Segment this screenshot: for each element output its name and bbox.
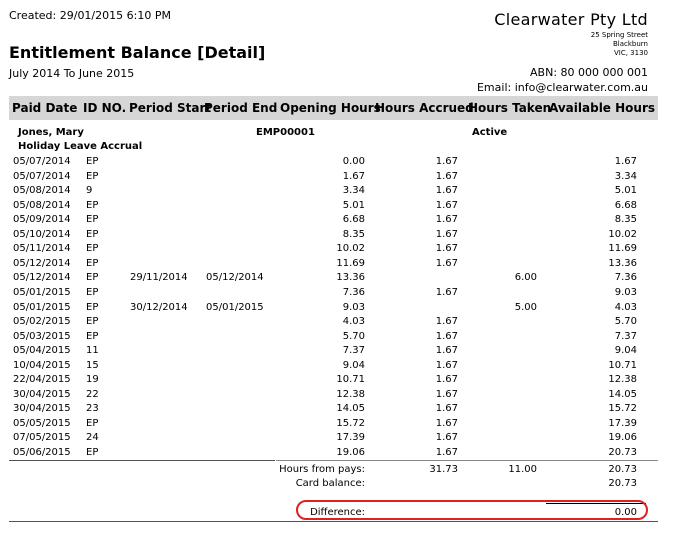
table-row: [0, 287, 675, 301]
table-row: [0, 316, 675, 330]
cell-id-no: 23: [86, 403, 99, 415]
cell-opening-hours: 15.72: [336, 417, 365, 429]
cell-available-hours: 7.36: [614, 272, 637, 284]
cell-paid-date: 05/01/2015: [13, 301, 71, 313]
cell-id-no: 11: [86, 345, 99, 357]
report-title: Entitlement Balance [Detail]: [9, 43, 266, 62]
cell-opening-hours: 7.37: [342, 345, 365, 357]
cell-opening-hours: 9.03: [342, 301, 365, 313]
cell-available-hours: 13.36: [608, 257, 637, 269]
cell-paid-date: 05/10/2014: [13, 228, 71, 240]
totals-difference-row: [0, 507, 675, 521]
cell-available-hours: 8.35: [614, 214, 637, 226]
address-line-1: 25 Spring Street: [590, 31, 648, 39]
cell-available-hours: 17.39: [608, 417, 637, 429]
table-row: [0, 200, 675, 214]
cell-id-no: EP: [86, 228, 99, 240]
cell-paid-date: 05/12/2014: [13, 272, 71, 284]
cell-opening-hours: 12.38: [336, 388, 365, 400]
col-available-hours: Available Hours: [549, 101, 656, 115]
cell-opening-hours: 17.39: [336, 432, 365, 444]
cell-paid-date: 05/06/2015: [13, 447, 71, 458]
cell-opening-hours: 9.04: [342, 359, 365, 371]
cell-id-no: EP: [86, 330, 99, 342]
pays-label: Hours from pays:: [279, 464, 365, 475]
cell-id-no: 9: [86, 185, 93, 197]
cell-period-end: 05/01/2015: [206, 301, 264, 313]
cell-opening-hours: 6.68: [342, 214, 365, 226]
cell-paid-date: 05/08/2014: [13, 199, 71, 211]
col-id-no: ID NO.: [83, 101, 127, 115]
cell-hours-accrued: 1.67: [435, 388, 458, 400]
cell-id-no: EP: [86, 257, 99, 269]
cell-paid-date: 22/04/2015: [13, 374, 71, 386]
table-row: [0, 185, 675, 199]
cell-id-no: EP: [86, 243, 99, 255]
bottom-rule: [9, 521, 658, 522]
cell-id-no: EP: [86, 301, 99, 313]
card-label: Card balance:: [295, 478, 365, 489]
cell-paid-date: 05/07/2014: [13, 156, 71, 167]
table-row: [0, 389, 675, 403]
cell-id-no: EP: [86, 447, 99, 458]
cell-paid-date: 07/05/2015: [13, 432, 71, 444]
cell-id-no: EP: [86, 214, 99, 226]
cell-hours-accrued: 1.67: [435, 228, 458, 240]
cell-opening-hours: 19.06: [336, 447, 365, 458]
cell-opening-hours: 1.67: [342, 170, 365, 182]
cell-available-hours: 9.03: [614, 286, 637, 298]
table-row: [0, 243, 675, 257]
cell-available-hours: 12.38: [608, 374, 637, 386]
cell-paid-date: 05/04/2015: [13, 345, 71, 357]
cell-paid-date: 05/11/2014: [13, 243, 71, 255]
table-row: [0, 229, 675, 243]
table-row: [0, 156, 675, 170]
cell-hours-accrued: 1.67: [435, 345, 458, 357]
difference-label: Difference:: [310, 507, 365, 518]
col-hours-taken: Hours Taken: [468, 101, 552, 115]
cell-hours-accrued: 1.67: [435, 417, 458, 429]
cell-paid-date: 05/12/2014: [13, 257, 71, 269]
table-header: [9, 96, 658, 120]
cell-opening-hours: 10.71: [336, 374, 365, 386]
cell-hours-accrued: 1.67: [435, 447, 458, 458]
cell-hours-accrued: 1.67: [435, 359, 458, 371]
cell-available-hours: 11.69: [608, 243, 637, 255]
cell-opening-hours: 7.36: [342, 286, 365, 298]
pays-available: 20.73: [608, 464, 637, 475]
cell-paid-date: 05/09/2014: [13, 214, 71, 226]
cell-opening-hours: 14.05: [336, 403, 365, 415]
cell-hours-accrued: 1.67: [435, 316, 458, 328]
table-row: [0, 345, 675, 359]
cell-paid-date: 05/07/2014: [13, 170, 71, 182]
cell-hours-accrued: 1.67: [435, 199, 458, 211]
cell-opening-hours: 13.36: [336, 272, 365, 284]
cell-available-hours: 7.37: [614, 330, 637, 342]
cell-hours-accrued: 1.67: [435, 257, 458, 269]
difference-value: 0.00: [614, 507, 637, 518]
pays-accrued: 31.73: [429, 464, 458, 475]
cell-hours-accrued: 1.67: [435, 214, 458, 226]
company-email: Email: info@clearwater.com.au: [476, 81, 648, 94]
cell-period-start: 29/11/2014: [130, 272, 188, 284]
cell-hours-taken: 5.00: [514, 301, 537, 313]
table-row: [0, 418, 675, 432]
cell-available-hours: 15.72: [608, 403, 637, 415]
cell-opening-hours: 5.70: [342, 330, 365, 342]
cell-hours-taken: 6.00: [514, 272, 537, 284]
cell-id-no: EP: [86, 316, 99, 328]
table-row: [0, 360, 675, 374]
cell-period-end: 05/12/2014: [206, 272, 264, 284]
leave-type: Holiday Leave Accrual: [18, 141, 143, 152]
cell-hours-accrued: 1.67: [435, 286, 458, 298]
cell-hours-accrued: 1.67: [435, 432, 458, 444]
company-address: [591, 31, 648, 58]
cell-id-no: 24: [86, 432, 99, 444]
cell-hours-accrued: 1.67: [435, 403, 458, 415]
cell-opening-hours: 11.69: [336, 257, 365, 269]
cell-hours-accrued: 1.67: [435, 185, 458, 197]
company-name: Clearwater Pty Ltd: [494, 10, 648, 29]
cell-available-hours: 3.34: [614, 170, 637, 182]
col-hours-accrued: Hours Accrued: [375, 101, 474, 115]
cell-hours-accrued: 1.67: [435, 170, 458, 182]
col-period-start: Period Start: [129, 101, 212, 115]
pays-taken: 11.00: [508, 464, 537, 475]
table-row: [0, 331, 675, 345]
table-row: [0, 302, 675, 316]
cell-available-hours: 20.73: [608, 447, 637, 458]
divider-line-left: [9, 460, 275, 461]
cell-available-hours: 1.67: [614, 156, 637, 167]
cell-period-start: 30/12/2014: [130, 301, 188, 313]
cell-id-no: 15: [86, 359, 99, 371]
cell-id-no: 19: [86, 374, 99, 386]
cell-available-hours: 5.01: [614, 185, 637, 197]
cell-hours-accrued: 1.67: [435, 243, 458, 255]
cell-paid-date: 05/05/2015: [13, 417, 71, 429]
table-row: [0, 272, 675, 286]
cell-opening-hours: 10.02: [336, 243, 365, 255]
cell-opening-hours: 4.03: [342, 316, 365, 328]
cell-paid-date: 05/02/2015: [13, 316, 71, 328]
table-row: [0, 403, 675, 417]
cell-id-no: EP: [86, 156, 99, 167]
employee-name: Jones, Mary: [18, 127, 84, 138]
table-row: [0, 447, 675, 461]
totals-pays-row: [0, 464, 675, 478]
cell-available-hours: 19.06: [608, 432, 637, 444]
cell-paid-date: 05/08/2014: [13, 185, 71, 197]
cell-hours-accrued: 1.67: [435, 330, 458, 342]
cell-available-hours: 14.05: [608, 388, 637, 400]
cell-id-no: EP: [86, 170, 99, 182]
cell-id-no: 22: [86, 388, 99, 400]
table-row: [0, 214, 675, 228]
cell-opening-hours: 8.35: [342, 228, 365, 240]
col-paid-date: Paid Date: [12, 101, 78, 115]
report-period: July 2014 To June 2015: [9, 67, 135, 80]
cell-available-hours: 10.02: [608, 228, 637, 240]
card-available: 20.73: [608, 478, 637, 489]
table-row: [0, 374, 675, 388]
company-abn: ABN: 80 000 000 001: [530, 66, 648, 79]
cell-hours-accrued: 1.67: [435, 156, 458, 167]
address-line-3: VIC, 3130: [613, 49, 648, 57]
cell-paid-date: 30/04/2015: [13, 403, 71, 415]
employee-status: Active: [472, 127, 508, 138]
cell-paid-date: 10/04/2015: [13, 359, 71, 371]
cell-available-hours: 5.70: [614, 316, 637, 328]
table-row: [0, 432, 675, 446]
cell-id-no: EP: [86, 286, 99, 298]
cell-id-no: EP: [86, 199, 99, 211]
cell-opening-hours: 5.01: [342, 199, 365, 211]
cell-available-hours: 4.03: [614, 301, 637, 313]
created-timestamp: Created: 29/01/2015 6:10 PM: [9, 9, 171, 22]
cell-id-no: EP: [86, 417, 99, 429]
totals-card-row: [0, 478, 675, 492]
table-row: [0, 171, 675, 185]
cell-opening-hours: 0.00: [342, 156, 365, 167]
cell-paid-date: 05/03/2015: [13, 330, 71, 342]
cell-paid-date: 30/04/2015: [13, 388, 71, 400]
cell-available-hours: 10.71: [608, 359, 637, 371]
divider-line-right: [276, 460, 658, 461]
cell-id-no: EP: [86, 272, 99, 284]
address-line-2: Blackburn: [612, 40, 648, 48]
table-row: [0, 258, 675, 272]
col-period-end: Period End: [204, 101, 278, 115]
cell-available-hours: 6.68: [614, 199, 637, 211]
cell-paid-date: 05/01/2015: [13, 286, 71, 298]
cell-hours-accrued: 1.67: [435, 374, 458, 386]
col-opening-hours: Opening Hours: [280, 101, 381, 115]
cell-available-hours: 9.04: [614, 345, 637, 357]
cell-opening-hours: 3.34: [342, 185, 365, 197]
employee-id: EMP00001: [256, 127, 315, 138]
